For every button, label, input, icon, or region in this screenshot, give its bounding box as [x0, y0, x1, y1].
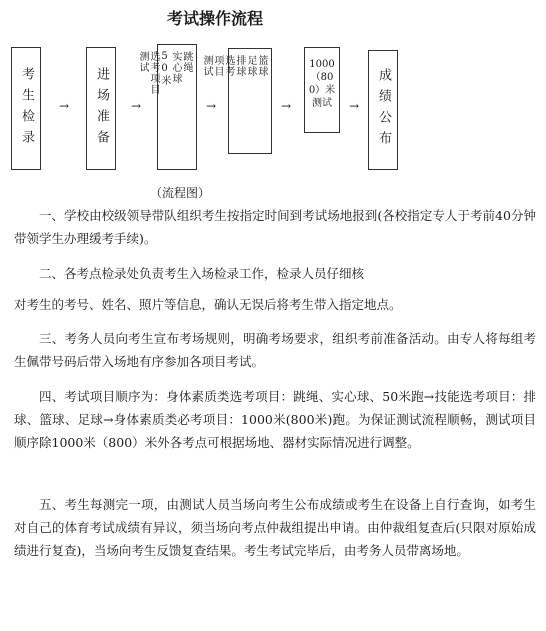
- flowchart: [0, 0, 546, 200]
- paragraph-2: 二、各考点检录处负责考生入场检录工作，检录人员仔细核: [39, 266, 365, 281]
- flow-arrow: →: [349, 99, 360, 113]
- paragraph-1: 一、学校由校级领导带队组织考生按指定时间到考试场地报到(各校指定专人于考前40分钟带领学生办理缓考手续)。: [14, 208, 536, 246]
- paragraph-5: 五、考生每测完一项，由测试人员当场向考生公布成绩或考生在设备上自行查询，如考生对自己的体育考试成绩有异议，须当场向考点仲裁组提出申请。由仲裁组复查后(只限对原始成绩进行复查)，当场向考生反馈复查结果。考生考试完毕后，由考务人员带离场地。: [14, 497, 536, 558]
- flow-step-label: 跳绳 实心球 50米 选考项目 测试: [137, 51, 192, 95]
- flow-step-label: 成绩公布: [376, 68, 391, 152]
- flow-arrow: →: [281, 99, 292, 113]
- flow-step-label: 1000 （800）米测试: [308, 59, 336, 109]
- flow-step-label: 进场准备: [94, 66, 109, 151]
- flow-step-results: [368, 50, 398, 170]
- flow-step-checkin: [11, 47, 41, 170]
- flow-arrow: →: [206, 99, 217, 113]
- flow-step-ball-test: [201, 48, 272, 154]
- flow-step-run-test: [304, 47, 340, 133]
- paragraph-2-cont: 对考生的考号、姓名、照片等信息，确认无误后将考生带入指定地点。: [14, 297, 402, 312]
- flow-arrow: →: [59, 99, 70, 113]
- page-title: 考试操作流程: [166, 9, 263, 28]
- paragraph-3: 三、考务人员向考生宣布考场规则，明确考场要求，组织考前准备活动。由专人将每组考生佩带号码后带入场地有序参加各项目考试。: [14, 331, 536, 369]
- flow-arrow: →: [131, 99, 142, 113]
- flow-step-label: 考生检录: [19, 66, 34, 151]
- paragraph-4: 四、考试项目顺序为：身体素质类选考项目：跳绳、实心球、50米跑→技能选考项目：排球、篮球、足球→身体素质类必考项目：1000米(800米)跑。为保证测试流程顺畅，测试项目顺序除1000米（800）米外各考点可根据场地、器材实际情况进行调整。: [14, 389, 536, 450]
- flow-step-prepare: [86, 47, 116, 170]
- flowchart-caption: （流程图）: [150, 186, 211, 200]
- flow-step-label: 篮球 足球 排球 选考 项目 测试: [201, 55, 267, 77]
- flow-step-fitness-test: [137, 44, 197, 170]
